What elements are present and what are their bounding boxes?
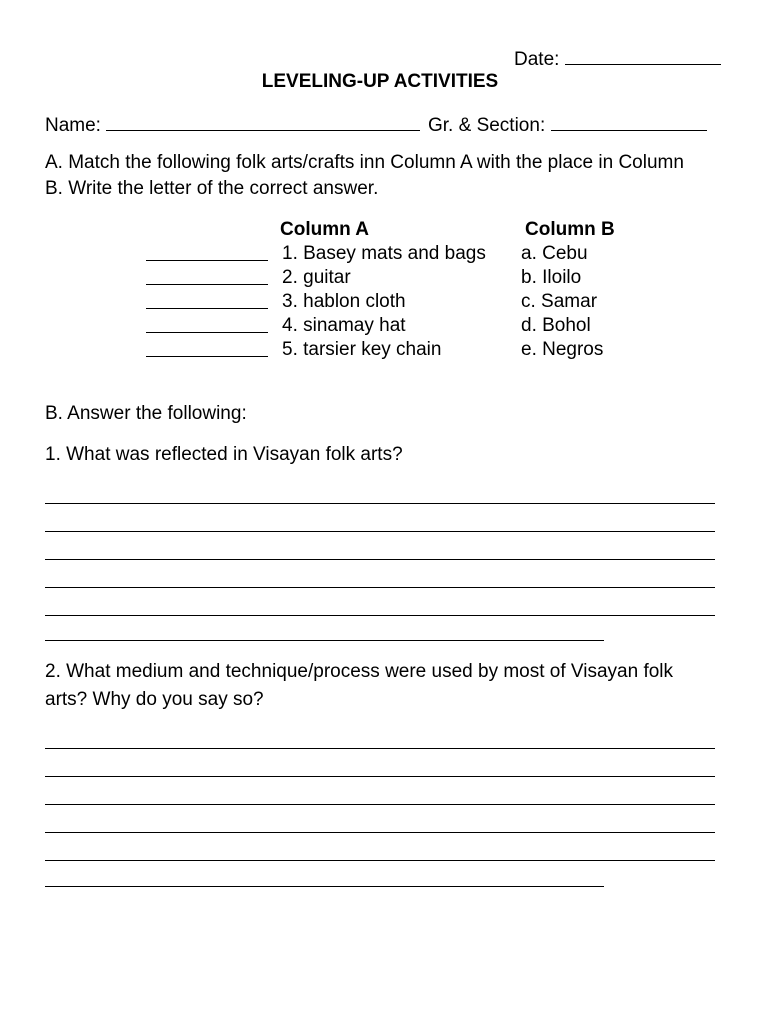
name-label: Name: xyxy=(45,115,101,136)
column-a-item: 2. guitar xyxy=(282,267,351,288)
answer-line[interactable] xyxy=(45,832,715,833)
date-field xyxy=(514,47,721,71)
part-a-instruction-line2: B. Write the letter of the correct answer. xyxy=(45,178,379,199)
page-title: LEVELING-UP ACTIVITIES xyxy=(261,71,499,92)
answer-line[interactable] xyxy=(45,531,715,532)
answer-blank-1[interactable] xyxy=(146,260,268,261)
column-b-item: b. Iloilo xyxy=(521,267,582,288)
answer-line[interactable] xyxy=(45,886,604,887)
answer-line[interactable] xyxy=(45,640,604,641)
column-b-header: Column B xyxy=(525,219,615,240)
answer-line[interactable] xyxy=(45,615,715,616)
part-b-heading: B. Answer the following: xyxy=(45,403,247,424)
answer-line[interactable] xyxy=(45,860,715,861)
column-b-item: c. Samar xyxy=(521,291,598,312)
answer-line[interactable] xyxy=(45,776,715,777)
column-b-item: e. Negros xyxy=(521,339,604,360)
answer-blank-5[interactable] xyxy=(146,356,268,357)
column-a-item: 1. Basey mats and bags xyxy=(282,243,486,264)
section-label: Gr. & Section: xyxy=(428,115,546,136)
date-blank[interactable] xyxy=(565,47,721,65)
section-blank[interactable] xyxy=(551,113,707,131)
answer-line[interactable] xyxy=(45,804,715,805)
name-blank[interactable] xyxy=(106,113,420,131)
column-a-header: Column A xyxy=(280,219,370,240)
question-2-line1: 2. What medium and technique/process were used by most of Visayan folk xyxy=(45,661,674,682)
answer-line[interactable] xyxy=(45,559,715,560)
question-1: 1. What was reflected in Visayan folk arts? xyxy=(45,444,403,465)
answer-line[interactable] xyxy=(45,503,715,504)
column-a-item: 3. hablon cloth xyxy=(282,291,406,312)
column-b-item: d. Bohol xyxy=(521,315,591,336)
column-b-item: a. Cebu xyxy=(521,243,588,264)
question-2-line2: arts? Why do you say so? xyxy=(45,689,264,710)
answer-blank-2[interactable] xyxy=(146,284,268,285)
part-a-instruction-line1: A. Match the following folk arts/crafts inn Column A with the place in Column xyxy=(45,152,684,173)
column-a-item: 4. sinamay hat xyxy=(282,315,406,336)
answer-line[interactable] xyxy=(45,587,715,588)
name-field xyxy=(45,113,420,137)
column-a-item: 5. tarsier key chain xyxy=(282,339,442,360)
answer-blank-4[interactable] xyxy=(146,332,268,333)
answer-line[interactable] xyxy=(45,748,715,749)
date-label: Date: xyxy=(514,49,560,70)
section-field xyxy=(428,113,707,137)
answer-blank-3[interactable] xyxy=(146,308,268,309)
